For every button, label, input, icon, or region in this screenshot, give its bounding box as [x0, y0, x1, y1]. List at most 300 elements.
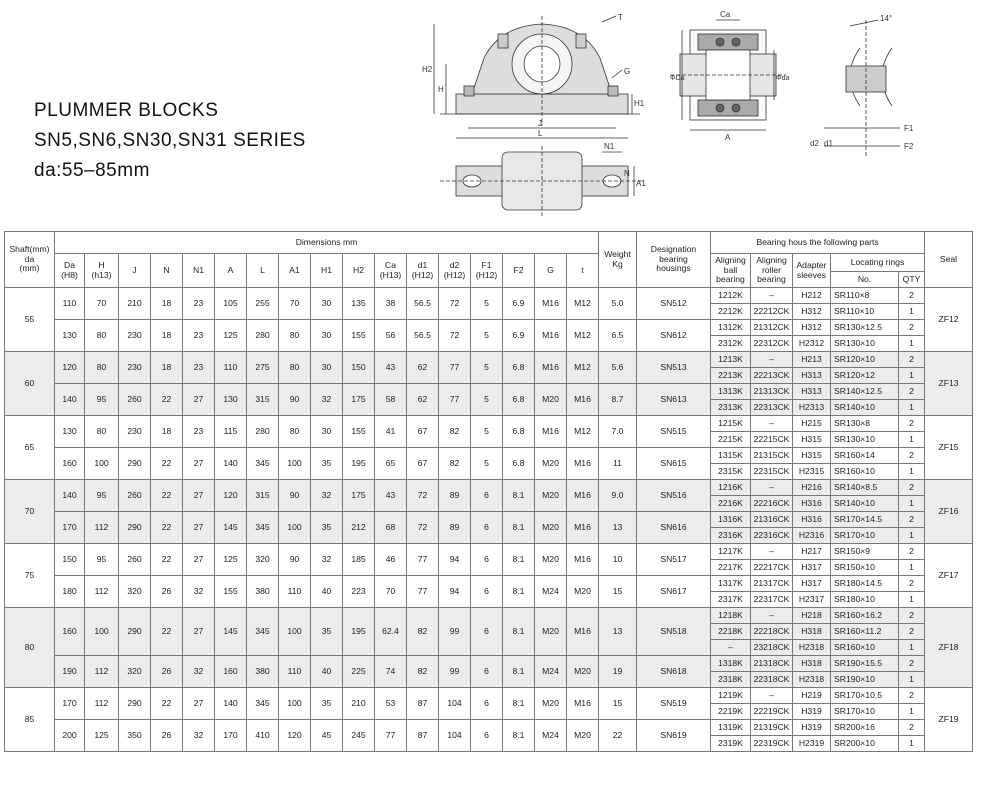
dimension-cell: 380: [247, 656, 279, 688]
dimension-cell: 245: [343, 720, 375, 752]
dimension-cell: 65: [375, 448, 407, 480]
designation-cell: SN513: [637, 352, 711, 384]
part-cell: 21317CK: [751, 576, 793, 592]
dimension-cell: 72: [439, 320, 471, 352]
dimension-cell: 130: [215, 384, 247, 416]
part-cell: H2312: [793, 336, 831, 352]
dimension-cell: 53: [375, 688, 407, 720]
dimension-cell: 112: [85, 688, 119, 720]
dimension-cell: 120: [279, 720, 311, 752]
part-cell: 1: [899, 528, 925, 544]
dimension-cell: 43: [375, 480, 407, 512]
part-cell: SR190×15.5: [831, 656, 899, 672]
dimension-cell: 6.8: [503, 448, 535, 480]
part-cell: 21315CK: [751, 448, 793, 464]
dimension-cell: 80: [85, 320, 119, 352]
dimension-cell: 170: [55, 688, 85, 720]
dimension-cell: 56.5: [407, 288, 439, 320]
part-cell: 22317CK: [751, 592, 793, 608]
dimension-cell: M24: [535, 576, 567, 608]
table-row: [5, 608, 973, 624]
dimension-cell: 110: [215, 352, 247, 384]
part-cell: 22212CK: [751, 304, 793, 320]
dimension-cell: 72: [407, 512, 439, 544]
section-view-drawing: [670, 10, 789, 142]
dimension-cell: 27: [183, 480, 215, 512]
dimension-cell: 32: [183, 656, 215, 688]
dimension-cell: M12: [567, 320, 599, 352]
detail-view-drawing: [810, 14, 914, 156]
dimension-cell: 112: [85, 656, 119, 688]
designation-cell: SN619: [637, 720, 711, 752]
dimension-cell: 40: [311, 656, 343, 688]
label-L: L: [538, 129, 543, 138]
header-designation: [637, 232, 711, 288]
designation-cell: SN515: [637, 416, 711, 448]
dimension-cell: 32: [183, 576, 215, 608]
part-cell: SR130×8: [831, 416, 899, 432]
dimension-cell: 30: [311, 416, 343, 448]
part-cell: SR180×14.5: [831, 576, 899, 592]
part-cell: 22213CK: [751, 368, 793, 384]
dimension-cell: 56: [375, 320, 407, 352]
part-cell: 2319K: [711, 736, 751, 752]
part-cell: 1213K: [711, 352, 751, 368]
dimension-cell: 100: [279, 608, 311, 656]
header-col-label: L: [260, 264, 265, 275]
header-col-label: Da: [64, 260, 75, 271]
dimension-cell: 210: [119, 288, 151, 320]
dimension-cell: 87: [407, 720, 439, 752]
dimension-cell: 74: [375, 656, 407, 688]
part-cell: SR160×10: [831, 640, 899, 656]
part-cell: 2318K: [711, 672, 751, 688]
dimension-cell: M12: [567, 288, 599, 320]
header-shaft-da: da: [24, 253, 35, 264]
dimension-cell: 130: [55, 416, 85, 448]
table-row: [5, 576, 973, 592]
part-cell: H315: [793, 448, 831, 464]
dimension-cell: 5: [471, 416, 503, 448]
part-cell: 1218K: [711, 608, 751, 624]
part-cell: 1: [899, 464, 925, 480]
dimension-cell: M16: [535, 416, 567, 448]
part-cell: 2317K: [711, 592, 751, 608]
dimension-cell: 145: [215, 512, 247, 544]
header-col-12: [439, 254, 471, 288]
designation-cell: SN518: [637, 608, 711, 656]
dimension-cell: 22: [151, 608, 183, 656]
part-cell: 1217K: [711, 544, 751, 560]
dimension-cell: 115: [215, 416, 247, 448]
part-cell: SR140×10: [831, 496, 899, 512]
dimension-cell: 27: [183, 448, 215, 480]
header-seal: Seal: [925, 232, 973, 288]
part-cell: 2216K: [711, 496, 751, 512]
dimension-cell: 27: [183, 688, 215, 720]
dimension-cell: 67: [407, 448, 439, 480]
weight-cell: 10: [599, 544, 637, 576]
dimension-cell: 77: [439, 352, 471, 384]
part-cell: SR170×10: [831, 704, 899, 720]
part-cell: H215: [793, 416, 831, 432]
dimension-cell: M20: [535, 384, 567, 416]
dimension-cell: 6: [471, 576, 503, 608]
dimension-cell: 130: [55, 320, 85, 352]
table-row: [5, 656, 973, 672]
dimension-cell: M12: [567, 416, 599, 448]
label-Ca: Ca: [720, 10, 731, 19]
dimension-cell: 27: [183, 544, 215, 576]
header-col-label: J: [132, 264, 137, 275]
dimension-cell: 155: [343, 320, 375, 352]
part-cell: H319: [793, 704, 831, 720]
part-cell: 1215K: [711, 416, 751, 432]
dimension-cell: M16: [535, 288, 567, 320]
dimension-cell: 185: [343, 544, 375, 576]
designation-cell: SN516: [637, 480, 711, 512]
dimension-cell: 260: [119, 544, 151, 576]
part-cell: H312: [793, 304, 831, 320]
part-cell: 2: [899, 448, 925, 464]
part-cell: H216: [793, 480, 831, 496]
header-col-2: [119, 254, 151, 288]
part-cell: 2: [899, 608, 925, 624]
part-cell: H319: [793, 720, 831, 736]
weight-cell: 11: [599, 448, 637, 480]
dimension-cell: 195: [343, 608, 375, 656]
weight-cell: 5.0: [599, 288, 637, 320]
title-line-1: PLUMMER BLOCKS: [34, 100, 219, 121]
designation-cell: SN512: [637, 288, 711, 320]
part-cell: 22217CK: [751, 560, 793, 576]
seal-cell: ZF18: [925, 608, 973, 688]
dimension-cell: 99: [439, 608, 471, 656]
label-H2: H2: [422, 65, 433, 74]
part-cell: 1: [899, 496, 925, 512]
table-row: [5, 320, 973, 336]
table-header: [5, 232, 973, 288]
header-col-7: [279, 254, 311, 288]
part-cell: 2218K: [711, 624, 751, 640]
dimension-cell: 6: [471, 512, 503, 544]
dimension-cell: 30: [311, 288, 343, 320]
part-cell: 22318CK: [751, 672, 793, 688]
header-col-label: t: [581, 264, 584, 275]
header-col-1: [85, 254, 119, 288]
dimension-cell: 77: [407, 544, 439, 576]
part-cell: H212: [793, 288, 831, 304]
header-weight: [599, 232, 637, 288]
dimension-cell: 70: [85, 288, 119, 320]
dimension-cell: 345: [247, 688, 279, 720]
part-cell: 2: [899, 624, 925, 640]
dimension-cell: 18: [151, 416, 183, 448]
part-cell: SR130×10: [831, 432, 899, 448]
weight-cell: 8.7: [599, 384, 637, 416]
part-cell: 1315K: [711, 448, 751, 464]
weight-cell: 9.0: [599, 480, 637, 512]
dimension-cell: 290: [119, 512, 151, 544]
label-angle: 14°: [880, 14, 893, 23]
dimension-cell: M16: [535, 320, 567, 352]
dimension-cell: 8.1: [503, 480, 535, 512]
part-cell: –: [751, 352, 793, 368]
header-locating-rings: Locating rings: [831, 254, 925, 272]
header-loc-qty: QTY: [899, 272, 925, 288]
dimension-cell: 350: [119, 720, 151, 752]
dimension-cell: 5: [471, 352, 503, 384]
part-cell: 1: [899, 400, 925, 416]
part-cell: 1312K: [711, 320, 751, 336]
dimension-cell: 18: [151, 320, 183, 352]
dimension-cell: 94: [439, 544, 471, 576]
part-cell: SR150×10: [831, 560, 899, 576]
weight-cell: 5.6: [599, 352, 637, 384]
dimension-cell: 26: [151, 720, 183, 752]
dimension-cell: M16: [567, 480, 599, 512]
shaft-da-cell: 65: [5, 416, 55, 480]
part-cell: H2318: [793, 640, 831, 656]
dimension-cell: 89: [439, 512, 471, 544]
header-shaft-label: Shaft(mm): [9, 244, 50, 255]
part-cell: 2219K: [711, 704, 751, 720]
dimension-cell: 135: [343, 288, 375, 320]
header-col-16: [567, 254, 599, 288]
header-designation-3: housings: [656, 263, 691, 274]
dimension-cell: M20: [567, 576, 599, 608]
header-col-5: [215, 254, 247, 288]
dimension-cell: 90: [279, 384, 311, 416]
dimension-cell: 72: [439, 288, 471, 320]
dimension-cell: 170: [55, 512, 85, 544]
dimensions-table: [4, 231, 973, 752]
dimension-cell: 6.8: [503, 416, 535, 448]
dimension-cell: M20: [535, 544, 567, 576]
dimension-cell: 22: [151, 512, 183, 544]
designation-cell: SN519: [637, 688, 711, 720]
dimension-cell: 125: [215, 544, 247, 576]
header-col-tolerance: (H8): [61, 269, 78, 280]
dimension-cell: 8.1: [503, 720, 535, 752]
dimension-cell: 95: [85, 480, 119, 512]
part-cell: SR160×11.2: [831, 624, 899, 640]
label-T: T: [618, 13, 623, 22]
part-cell: 2: [899, 320, 925, 336]
dimension-cell: 18: [151, 352, 183, 384]
dimension-cell: 230: [119, 320, 151, 352]
part-cell: H213: [793, 352, 831, 368]
part-cell: 1212K: [711, 288, 751, 304]
dimension-cell: M20: [535, 448, 567, 480]
shaft-da-cell: 70: [5, 480, 55, 544]
dimension-cell: 23: [183, 416, 215, 448]
dimension-cell: 35: [311, 608, 343, 656]
header-col-label: G: [547, 264, 554, 275]
shaft-da-cell: 60: [5, 352, 55, 416]
header-col-11: [407, 254, 439, 288]
part-cell: 1316K: [711, 512, 751, 528]
part-cell: SR170×10: [831, 528, 899, 544]
dimension-cell: 160: [55, 608, 85, 656]
part-cell: 1: [899, 592, 925, 608]
part-cell: 22319CK: [751, 736, 793, 752]
dimension-cell: 6: [471, 720, 503, 752]
header-col-label: d2: [449, 260, 460, 271]
part-cell: 1219K: [711, 688, 751, 704]
seal-cell: ZF15: [925, 416, 973, 480]
dimension-cell: 45: [311, 720, 343, 752]
dimension-cell: 30: [311, 320, 343, 352]
dimension-cell: 27: [183, 384, 215, 416]
dimension-cell: 110: [279, 576, 311, 608]
designation-cell: SN615: [637, 448, 711, 480]
dimension-cell: 320: [119, 576, 151, 608]
header-weight-unit: Kg: [612, 258, 623, 269]
header-col-3: [151, 254, 183, 288]
label-A: A: [725, 133, 731, 142]
dimension-cell: 22: [151, 688, 183, 720]
dimension-cell: 77: [439, 384, 471, 416]
designation-cell: SN517: [637, 544, 711, 576]
dimension-cell: 99: [439, 656, 471, 688]
designation-cell: SN617: [637, 576, 711, 608]
label-da: Φda: [776, 75, 790, 82]
dimension-cell: 100: [279, 512, 311, 544]
designation-cell: SN612: [637, 320, 711, 352]
dimension-cell: 6: [471, 544, 503, 576]
header-col-label: A: [227, 264, 234, 275]
weight-cell: 19: [599, 656, 637, 688]
dimension-cell: 38: [375, 288, 407, 320]
dimension-cell: M12: [567, 352, 599, 384]
header-col-8: [311, 254, 343, 288]
label-G: G: [624, 67, 631, 76]
dimension-cell: 80: [279, 352, 311, 384]
part-cell: 21318CK: [751, 656, 793, 672]
weight-cell: 13: [599, 512, 637, 544]
part-cell: H317: [793, 560, 831, 576]
dimension-cell: 275: [247, 352, 279, 384]
dimension-cell: 140: [215, 448, 247, 480]
dimension-cell: 70: [375, 576, 407, 608]
dimension-cell: M20: [535, 688, 567, 720]
dimension-cell: 8.1: [503, 688, 535, 720]
part-cell: 2: [899, 352, 925, 368]
part-cell: SR110×8: [831, 288, 899, 304]
part-cell: 1: [899, 736, 925, 752]
technical-drawing: [420, 6, 980, 228]
dimension-cell: 5: [471, 384, 503, 416]
table-row: [5, 384, 973, 400]
part-cell: 1: [899, 336, 925, 352]
weight-cell: 15: [599, 576, 637, 608]
header-designation-1: Designation: [650, 244, 697, 255]
table-row: [5, 480, 973, 496]
part-cell: 2: [899, 288, 925, 304]
dimension-cell: 120: [215, 480, 247, 512]
dimension-cell: 160: [55, 448, 85, 480]
dimension-cell: 80: [279, 416, 311, 448]
dimension-cell: 95: [85, 384, 119, 416]
dimension-cell: 62: [407, 384, 439, 416]
part-cell: H2313: [793, 400, 831, 416]
part-cell: H315: [793, 432, 831, 448]
dimension-cell: 30: [311, 352, 343, 384]
part-cell: 1317K: [711, 576, 751, 592]
dimension-cell: 112: [85, 576, 119, 608]
dimension-cell: 18: [151, 288, 183, 320]
part-cell: H313: [793, 384, 831, 400]
table-row: [5, 544, 973, 560]
seal-cell: ZF13: [925, 352, 973, 416]
part-cell: –: [751, 608, 793, 624]
table-row: [5, 288, 973, 304]
dimension-cell: 290: [119, 688, 151, 720]
part-cell: 22313CK: [751, 400, 793, 416]
part-cell: –: [751, 544, 793, 560]
part-cell: SR120×10: [831, 352, 899, 368]
dimension-cell: 6: [471, 656, 503, 688]
dimension-cell: M16: [567, 384, 599, 416]
dimension-cell: 260: [119, 480, 151, 512]
dimension-cell: 100: [279, 448, 311, 480]
part-cell: SR140×10: [831, 400, 899, 416]
header-col-10: [375, 254, 407, 288]
dimension-cell: 6.8: [503, 384, 535, 416]
dimension-cell: 32: [311, 480, 343, 512]
part-cell: 2217K: [711, 560, 751, 576]
label-d2: d2: [810, 139, 819, 148]
part-cell: SR120×12: [831, 368, 899, 384]
shaft-da-cell: 55: [5, 288, 55, 352]
dimension-cell: 32: [311, 384, 343, 416]
header-col-tolerance: (H12): [411, 269, 434, 280]
part-cell: H218: [793, 608, 831, 624]
dimension-cell: 230: [119, 416, 151, 448]
header-col-tolerance: (H13): [379, 269, 402, 280]
header-col-tolerance: (H12): [443, 269, 466, 280]
dimension-cell: 22: [151, 448, 183, 480]
dimension-cell: 90: [279, 480, 311, 512]
dimension-cell: 80: [279, 320, 311, 352]
part-cell: 1: [899, 640, 925, 656]
dimension-cell: 110: [279, 656, 311, 688]
part-cell: 21316CK: [751, 512, 793, 528]
part-cell: 1: [899, 704, 925, 720]
dimension-cell: 180: [55, 576, 85, 608]
dimension-cell: M20: [535, 512, 567, 544]
part-cell: 2213K: [711, 368, 751, 384]
dimension-cell: 77: [375, 720, 407, 752]
part-cell: SR150×9: [831, 544, 899, 560]
part-cell: 2313K: [711, 400, 751, 416]
dimension-cell: 90: [279, 544, 311, 576]
dimension-cell: 27: [183, 608, 215, 656]
dimension-cell: 89: [439, 480, 471, 512]
part-cell: SR200×10: [831, 736, 899, 752]
dimension-cell: 125: [215, 320, 247, 352]
header-adapter: Adapter sleeves: [793, 254, 831, 288]
dimension-cell: 230: [119, 352, 151, 384]
header-col-label: A1: [289, 264, 300, 275]
dimension-cell: 320: [119, 656, 151, 688]
dimension-cell: M16: [535, 352, 567, 384]
dimension-cell: 140: [55, 384, 85, 416]
header-col-label: F1: [481, 260, 492, 271]
header-col-tolerance: (H12): [475, 269, 498, 280]
front-view-drawing: [422, 13, 645, 138]
